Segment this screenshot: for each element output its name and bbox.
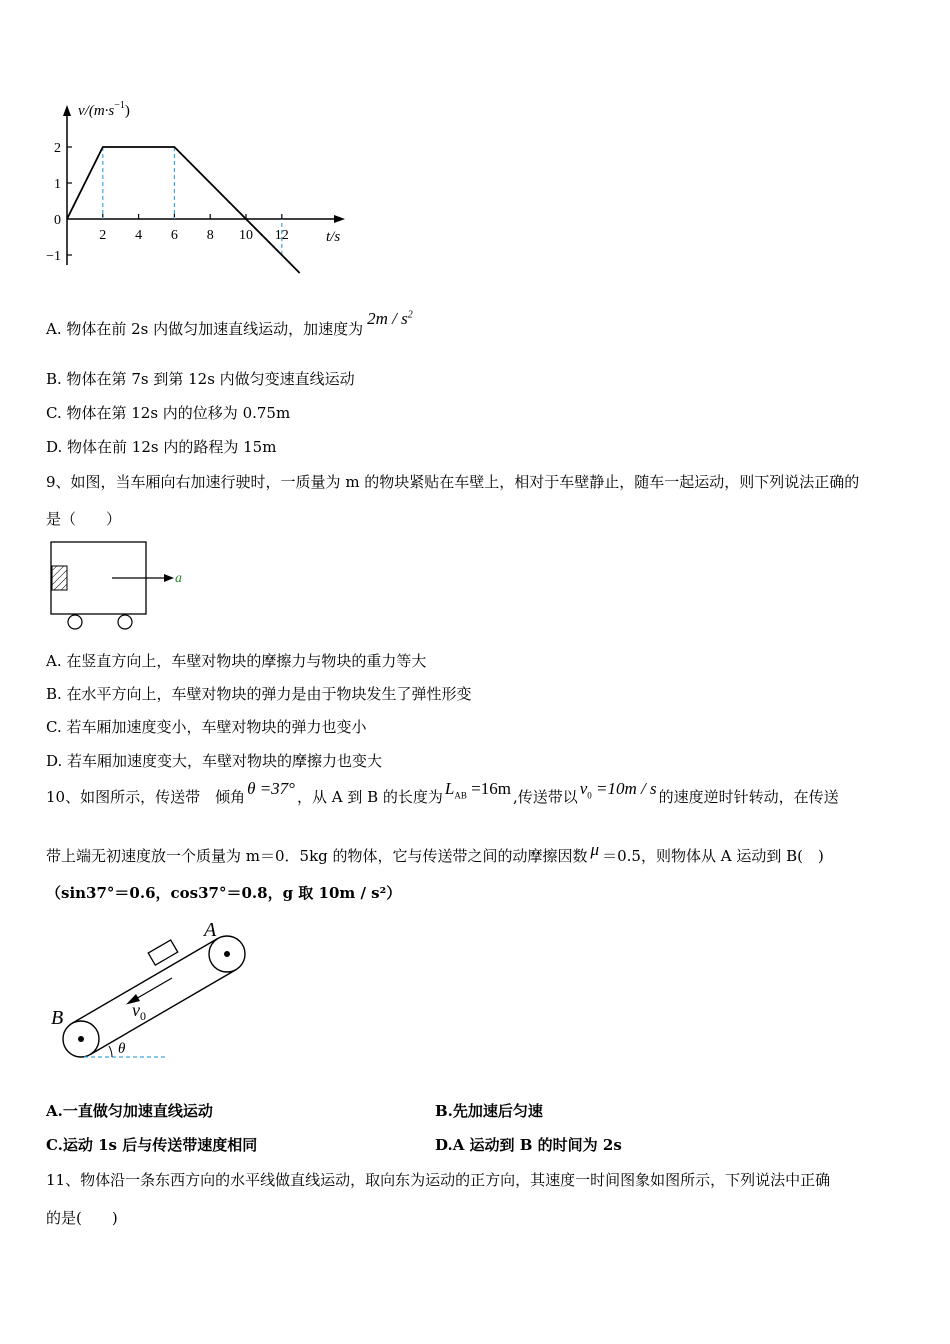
q8-option-d: D. 物体在前 12s 内的路程为 15m [46, 438, 277, 456]
x-tick-label-8: 8 [206, 228, 214, 243]
acceleration-arrow-head [164, 574, 174, 582]
q10-option-d: D.A 运动到 B 的时间为 2s [435, 1136, 622, 1154]
q10-given-values: （sin37°＝0.6，cos37°＝0.8，g 取 10m / s²） [46, 884, 402, 902]
q9-stem-line2: 是（ ） [46, 510, 122, 528]
q9-stem-line1: 9、如图，当车厢向右加速行驶时，一质量为 m 的物块紧贴在车壁上，相对于车壁静止，随车一起运动，则下列说法正确的 [46, 473, 860, 491]
wheel-left [68, 615, 82, 629]
x-axis-arrow [334, 215, 345, 223]
x-tick-labels [99, 228, 289, 243]
pulley-a-axle [224, 951, 230, 957]
dashed-guides [103, 147, 282, 255]
theta-arc [109, 1046, 112, 1057]
x-tick-label-10: 10 [239, 228, 253, 243]
q10-option-a: A.一直做匀加速直线运动 [46, 1102, 213, 1120]
y-axis-label: $v/(m\cdot s^{-1})$ [78, 100, 130, 119]
q9-option-d: D. 若车厢加速度变大，车壁对物块的摩擦力也变大 [46, 752, 383, 770]
q10-stem-line1: 10、如图所示，传送带 倾角 θ =37° ，从 A 到 B 的长度为 $L_{AB} =16m$ ,传送带以 $v_0 =10m / s$ 的速度逆时针转动，在传送 [46, 779, 839, 806]
block-m [52, 566, 67, 590]
q10-option-c: C.运动 1s 后与传送带速度相同 [46, 1136, 258, 1154]
x-tick-label-4: 4 [135, 228, 143, 243]
conveyor-belt-figure [44, 912, 264, 1062]
y-tick-label-2: 2 [54, 141, 61, 156]
y-tick-label--1: −1 [46, 249, 61, 264]
q9-option-b: B. 在水平方向上，车壁对物块的弹力是由于物块发生了弹性形变 [46, 685, 472, 703]
point-a-label: A [204, 919, 217, 941]
acceleration-label: a [175, 571, 182, 586]
y-axis-arrow [63, 105, 71, 116]
y-tick-label-1: 1 [54, 177, 61, 192]
y-tick-labels [46, 141, 61, 264]
belt-bottom-edge [90, 970, 236, 1055]
x-tick-label-2: 2 [99, 228, 107, 243]
pulley-b-axle [78, 1036, 84, 1042]
block-on-belt [148, 940, 178, 965]
velocity-series-line [67, 147, 300, 273]
q10-speed-math: $v_0 =10m / s$ [579, 779, 657, 801]
q8-option-b: B. 物体在第 7s 到第 12s 内做匀变速直线运动 [46, 370, 355, 388]
x-axis-label: t/s [326, 229, 341, 245]
q11-stem-line2: 的是( ) [46, 1209, 118, 1227]
x-tick-label-12: 12 [274, 228, 289, 243]
q9-option-c: C. 若车厢加速度变小，车壁对物块的弹力也变小 [46, 718, 367, 736]
wheel-right [118, 615, 132, 629]
q10-theta-math: θ =37° [247, 779, 295, 798]
q10-stem-line2: 带上端无初速度放一个质量为 m＝0．5kg 的物体，它与传送带之间的动摩擦因数 μ ＝0.5，则物体从 A 运动到 B( ) [46, 840, 824, 865]
x-tick-label-6: 6 [170, 228, 178, 243]
v0-label: $v_0$ [132, 1000, 146, 1023]
velocity-time-graph [40, 95, 360, 285]
q11-stem-line1: 11、物体沿一条东西方向的水平线做直线运动，取向东为运动的正方向，其速度一时间图象如图所示，下列说法中正确 [46, 1171, 831, 1189]
y-tick-label-0: 0 [54, 213, 61, 228]
point-b-label: B [51, 1007, 64, 1029]
q9-option-a: A. 在竖直方向上，车壁对物块的摩擦力与物块的重力等大 [46, 652, 427, 670]
q8-accel-value: 2m / s [367, 309, 408, 328]
theta-label: θ [118, 1041, 126, 1057]
q8-option-a: A. 物体在前 2s 内做匀加速直线运动，加速度为$2m / s^2$ [46, 309, 413, 338]
v0-arrow-shaft [134, 978, 172, 1000]
q10-option-b: B.先加速后匀速 [435, 1102, 543, 1120]
q10-mu-math: μ [590, 840, 600, 859]
carriage-figure [44, 536, 204, 636]
q8-option-c: C. 物体在第 12s 内的位移为 0.75m [46, 404, 291, 422]
q10-length-math: $L_{AB} =16m$ [444, 779, 511, 801]
